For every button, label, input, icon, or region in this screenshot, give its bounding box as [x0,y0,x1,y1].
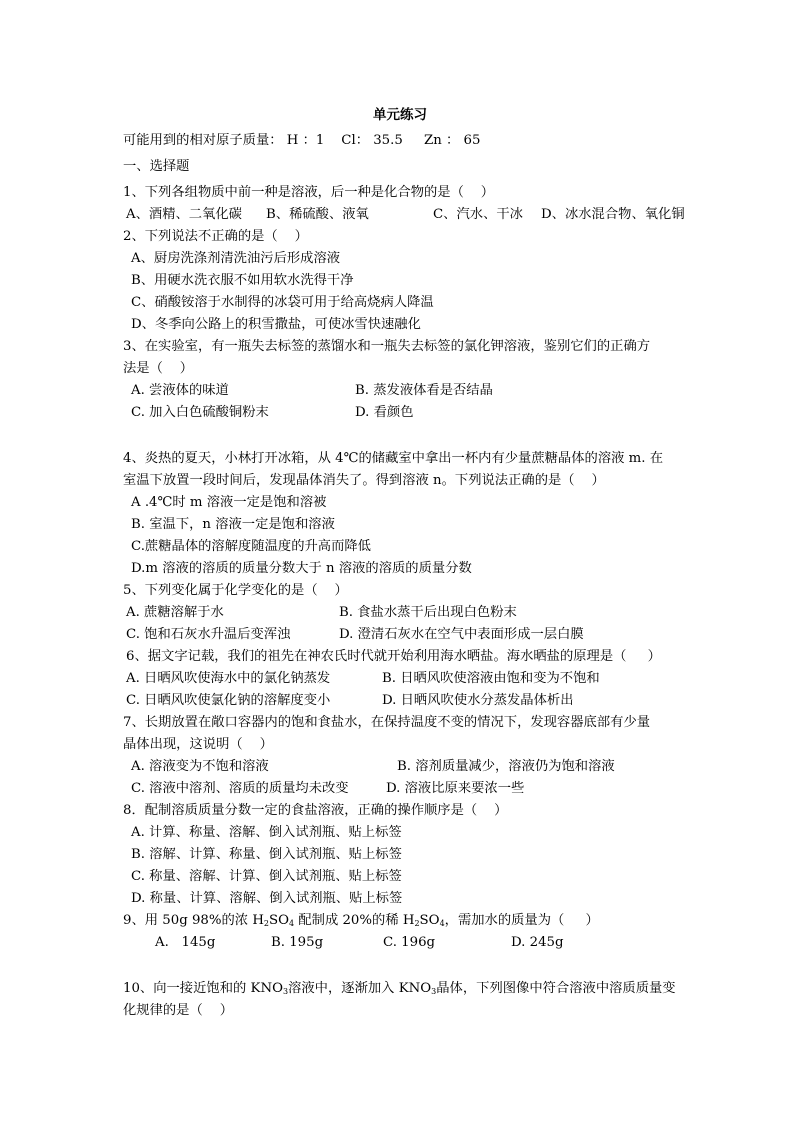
q7-option-a: A. 溶液变为不饱和溶液 [131,759,269,774]
q5-option-d: D. 澄清石灰水在空气中表面形成一层白膜 [339,627,584,642]
q9-option-c: C. 196g [383,935,436,950]
q6-option-c: C. 日晒风吹使氯化钠的溶解度变小 [126,693,331,708]
q3-option-c: C. 加入白色硫酸铜粉末 [131,405,269,420]
q2-option-a: A、厨房洗涤剂清洗油污后形成溶液 [131,251,341,266]
q9-option-a: A. 145g [155,935,216,950]
q8-option-d: D. 称量、计算、溶解、倒入试剂瓶、贴上标签 [131,891,403,906]
q3-stem-line2: 法是（ ） [123,361,194,376]
q7-option-c: C. 溶液中溶剂、溶质的质量均未改变 [131,781,349,796]
q1-option-d: D、冰水混合物、氧化铜 [541,207,685,222]
q5-stem: 5、下列变化属于化学变化的是（ ） [123,583,348,598]
q2-option-b: B、用硬水洗衣服不如用软水洗得干净 [131,273,354,288]
q8-option-c: C. 称量、溶解、计算、倒入试剂瓶、贴上标签 [131,869,402,884]
q9-option-d: D. 245g [511,935,564,950]
q5-option-a: A. 蔗糖溶解于水 [126,605,224,620]
q2-stem: 2、下列说法不正确的是（ ） [123,229,308,244]
q6-stem: 6、据文字记载，我们的祖先在神农氏时代就开始利用海水晒盐。海水晒盐的原理是（ ） [126,649,661,664]
q3-option-b: B. 蒸发液体看是否结晶 [355,383,493,398]
q8-option-b: B. 溶解、计算、称量、倒入试剂瓶、贴上标签 [131,847,402,862]
q10-stem-line1: 10、向一接近饱和的 $KNO_3$溶液中，逐渐加入 $KNO_3$晶体，下列图像中符合溶液中溶质质量变 [123,981,676,996]
q3-option-a: A. 尝液体的味道 [131,383,229,398]
q8-stem: 8．配制溶质质量分数一定的食盐溶液，正确的操作顺序是（ ） [123,803,508,818]
q4-option-d: D.m 溶液的溶质的质量分数大于 n 溶液的溶质的质量分数 [131,561,472,576]
q7-stem-line1: 7、长期放置在敞口容器内的饱和食盐水，在保持温度不变的情况下，发现容器底部有少量 [123,715,651,730]
q6-option-a: A. 日晒风吹使海水中的氯化钠蒸发 [126,671,331,686]
q7-stem-line2: 晶体出现，这说明（ ） [123,737,273,752]
q1-stem: 1、下列各组物质中前一种是溶液，后一种是化合物的是（ ） [123,185,495,200]
atomic-mass-line: 可能用到的相对原子质量： H ：1 Cl： 35.5 Zn ： 65 [123,133,481,148]
q4-option-c: C.蔗糖晶体的溶解度随温度的升高而降低 [131,539,371,554]
q4-option-a: A .4℃时 m 溶液一定是饱和溶被 [131,495,327,510]
section-heading: 一、选择题 [123,159,190,174]
q2-option-d: D、冬季向公路上的积雪撒盐，可使冰雪快速融化 [131,317,421,332]
q9-stem: 9、用 50g 98%的浓 $H_2SO_4$ 配制成 20%的稀 $H_2SO_4$，需加水的质量为（ ） [123,913,599,928]
q3-stem-line1: 3、在实验室，有一瓶失去标签的蒸馏水和一瓶失去标签的氯化钾溶液，鉴别它们的正确方 [123,339,651,354]
q5-option-c: C. 饱和石灰水升温后变浑浊 [126,627,291,642]
q4-stem-line2: 室温下放置一段时间后，发现晶体消失了。得到溶液 n。下列说法正确的是（ ） [123,473,605,488]
q1-option-c: C、汽水、干冰 [433,207,523,222]
page-title: 单元练习 [373,107,427,123]
q5-option-b: B. 食盐水蒸干后出现白色粉末 [339,605,517,620]
q7-option-d: D. 溶液比原来要浓一些 [386,781,525,796]
q8-option-a: A. 计算、称量、溶解、倒入试剂瓶、贴上标签 [131,825,402,840]
q2-option-c: C、硝酸铵溶于水制得的冰袋可用于给高烧病人降温 [131,295,434,310]
q7-option-b: B. 溶剂质量减少，溶液仍为饱和溶液 [397,759,615,774]
q9-option-b: B. 195g [271,935,324,950]
q4-stem-line1: 4、炎热的夏天，小林打开冰箱，从 4℃的储藏室中拿出一杯内有少量蔗糖晶体的溶液 m. 在 [123,451,663,466]
q4-option-b: B. 室温下，n 溶液一定是饱和溶液 [131,517,335,532]
q1-option-b: B、稀硫酸、液氧 [266,207,369,222]
q10-stem-line2: 化规律的是（ ） [123,1003,233,1018]
q3-option-d: D. 看颜色 [355,405,414,420]
q1-option-a: A、酒精、二氧化碳 [126,207,242,222]
q6-option-b: B. 日晒风吹使溶液由饱和变为不饱和 [382,671,600,686]
q6-option-d: D. 日晒风吹使水分蒸发晶体析出 [382,693,574,708]
